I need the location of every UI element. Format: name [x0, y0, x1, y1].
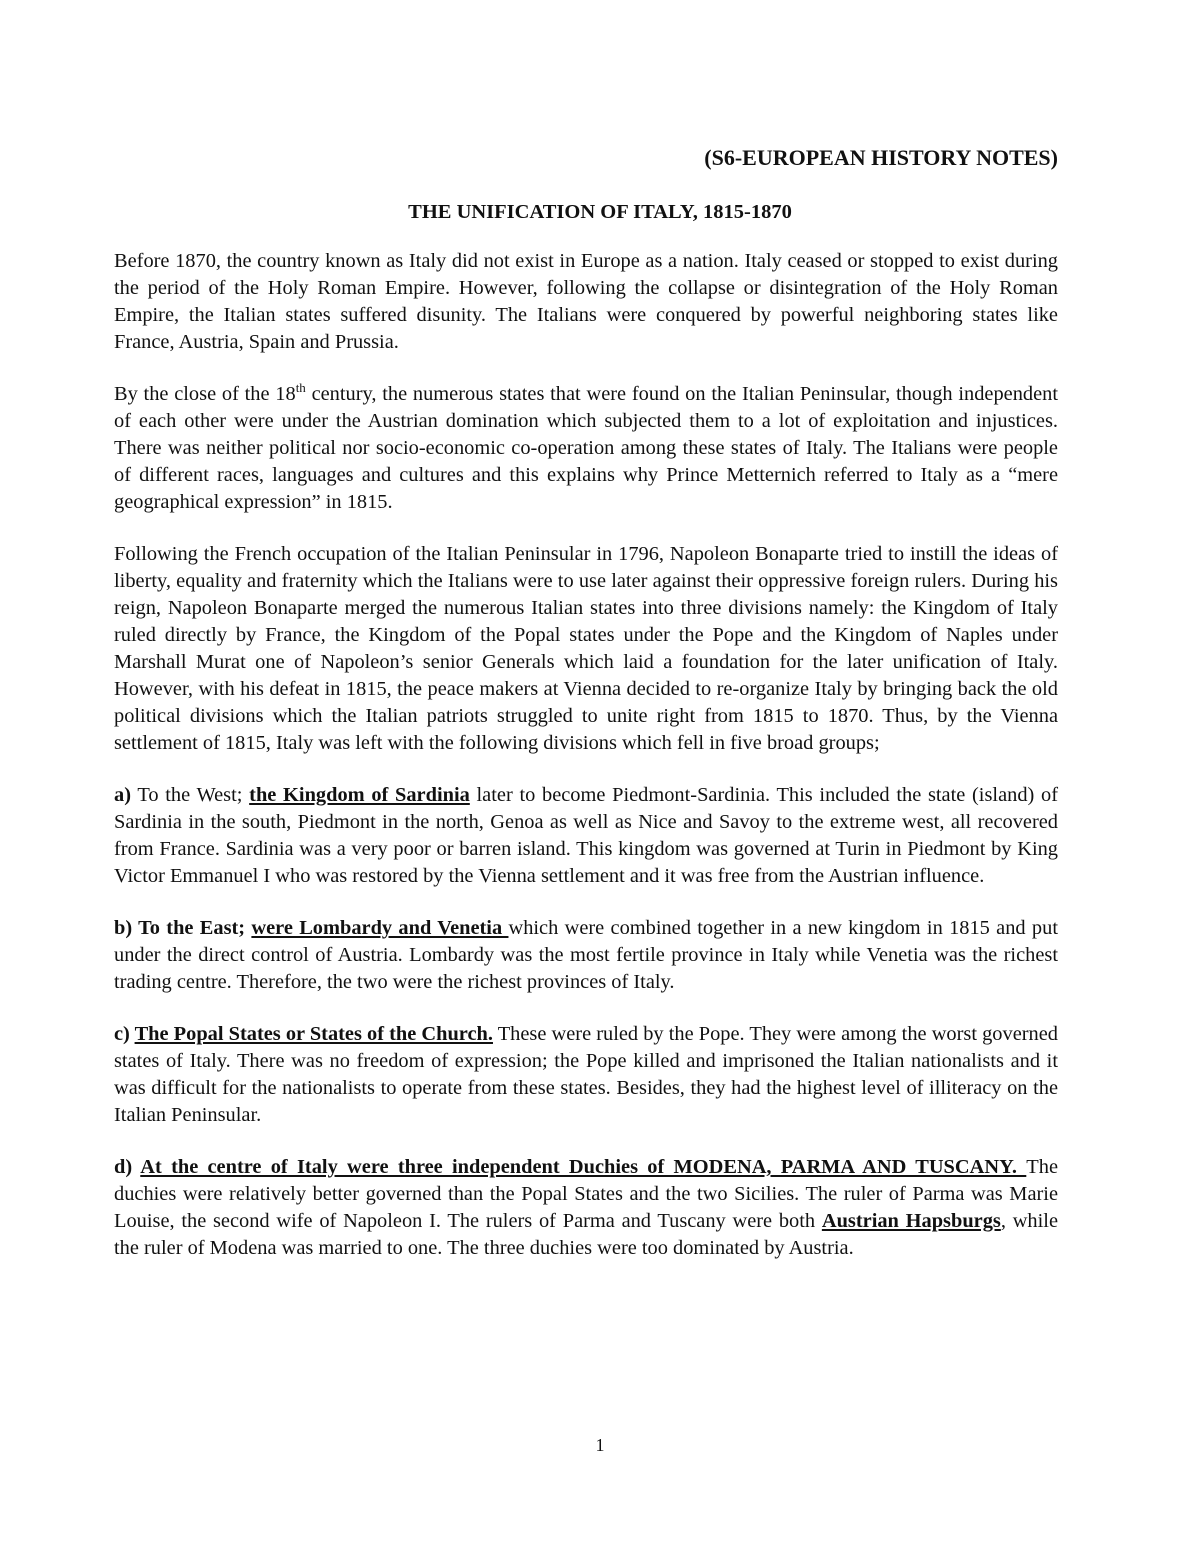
- item-marker: c): [114, 1023, 135, 1045]
- paragraph-austrian-domination: [114, 381, 1058, 516]
- item-text: These were ruled by the Pope. They were among the worst governed states of Italy. There was no freedom of expression; the Pope killed and imprisoned the Italian nationalists and it was difficult for the nationalists to operate from these states. Besides, they had the highest level of illiteracy on the Italian Peninsular.: [114, 1023, 1058, 1126]
- item-text: , while the ruler of Modena was married to one. The three duchies were too dominated by Austria.: [114, 1210, 1058, 1259]
- item-marker: b) To the East;: [114, 917, 252, 939]
- paragraph-intro: Before 1870, the country known as Italy did not exist in Europe as a nation. Italy ceased or stopped to exist during the period of the Holy Roman Empire. However, following the collapse or disintegration of the Holy Roman Empire, the Italian states suffered disunity. The Italians were conquered by powerful neighboring states like France, Austria, Spain and Prussia.: [114, 250, 1058, 353]
- document-header: (S6-EUROPEAN HISTORY NOTES): [704, 145, 1058, 170]
- item-text: The duchies were relatively better governed than the Popal States and the two Sicilies. The ruler of Parma was Marie Louise, the second wife of Napoleon I. The rulers of Parma and Tuscany were both: [114, 1156, 1058, 1232]
- item-heading: At the centre of Italy were three independent Duchies of MODENA, PARMA AND TUSCANY.: [140, 1156, 1027, 1178]
- paragraph-french-occupation: Following the French occupation of the Italian Peninsular in 1796, Napoleon Bonaparte tried to instill the ideas of liberty, equality and fraternity which the Italians were to use later against their oppressive foreign rulers. During his reign, Napoleon Bonaparte merged the numerous Italian states into three divisions namely: the Kingdom of Italy ruled directly by France, the Kingdom of the Popal states under the Pope and the Kingdom of Naples under Marshall Murat one of Napoleon’s senior Generals which laid a foundation for the later unification of Italy. However, with his defeat in 1815, the peace makers at Vienna decided to re-organize Italy by bringing back the old political divisions which the Italian patriots struggled to unite right from 1815 to 1870. Thus, by the Vienna settlement of 1815, Italy was left with the following divisions which fell in five broad groups;: [114, 543, 1058, 754]
- item-text: later to become Piedmont-Sardinia. This included the state (island) of Sardinia in the south, Piedmont in the north, Genoa as well as Nice and Savoy to the extreme west, all recovered from France. Sardinia was a very poor or barren island. This kingdom was governed at Turin in Piedmont by King Victor Emmanuel I who was restored by the Vienna settlement and it was free from the Austrian influence.: [114, 784, 1058, 887]
- item-heading: The Popal States or States of the Church.: [134, 1023, 493, 1045]
- page-number: 1: [595, 1435, 605, 1455]
- document-body: [114, 248, 1058, 1287]
- list-item-a: [114, 782, 1058, 890]
- item-heading: were Lombardy and Venetia: [251, 917, 509, 939]
- item-marker: a): [114, 784, 131, 806]
- item-emphasis: Austrian Hapsburgs: [821, 1210, 1001, 1232]
- page-title: THE UNIFICATION OF ITALY, 1815-1870: [408, 201, 792, 223]
- list-item-c: [114, 1021, 1058, 1129]
- item-marker: d): [114, 1156, 141, 1178]
- item-heading: the Kingdom of Sardinia: [249, 784, 470, 806]
- paragraph-text: By the close of the 18: [114, 383, 296, 405]
- paragraph-text: century, the numerous states that were found on the Italian Peninsular, though independent of each other were under the Austrian domination which subjected them to a lot of exploitation and injustices. There was neither political nor socio-economic co-operation among these states of Italy. The Italians were people of different races, languages and cultures and this explains why Prince Metternich referred to Italy as a “mere geographical expression” in 1815.: [114, 383, 1058, 513]
- ordinal-suffix: th: [295, 380, 306, 396]
- item-lead: To the West;: [131, 784, 250, 806]
- item-text: which were combined together in a new kingdom in 1815 and put under the direct control of Austria. Lombardy was the most fertile province in Italy while Venetia was the richest trading centre. Therefore, the two were the richest provinces of Italy.: [114, 917, 1058, 993]
- list-item-b: [114, 915, 1058, 996]
- list-item-d: [114, 1154, 1058, 1262]
